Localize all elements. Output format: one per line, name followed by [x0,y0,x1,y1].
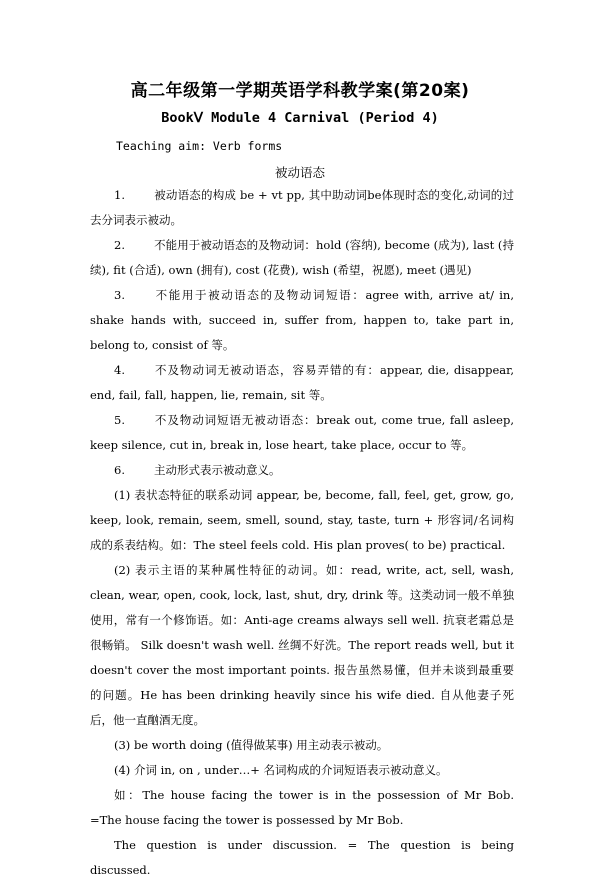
item-number: 3. [114,288,125,302]
paragraph: 如：The house facing the tower is in the possession of Mr Bob. =The house facing the tower is possessed by Mr Bob. [90,788,514,827]
item-text: 不能用于被动语态的及物动词：hold (容纳), become (成为), last (持续), fit (合适), own (拥有), cost (花费), wish (希望，祝愿), meet (遇见) [90,238,514,277]
list-item [90,183,514,233]
item-text: 不及物动词短语无被动语态：break out, come true, fall asleep, keep silence, cut in, break in, lose heart, take place, occur to 等。 [90,413,514,452]
paragraph: (4) 介词 in, on , under…+ 名词构成的介词短语表示被动意义。 [114,763,448,777]
item-number: 4. [114,363,125,377]
paragraph: (2) 表示主语的某种属性特征的动词。如：read, write, act, sell, wash, clean, wear, open, cook, lock, last, shut, dry, drink 等。这类动词一般不单独使用，常有一个修饰语。如：Anti-age creams always sell well. 抗衰老霜总是很畅销。 Silk doesn't wash well. 丝绸不好洗。The report reads well, but it doesn't cover the most important points. 报告虽然易懂，但并未谈到最重要的问题。He has been drinking heavily since his wife died. 自从他妻子死后，他一直酗酒无度。 [90,563,514,727]
item-text: 不能用于被动语态的及物动词短语：agree with, arrive at/ in, shake hands with, succeed in, suffer from, happen to, take part in, belong to, consist of 等。 [90,288,514,352]
item-text: 被动语态的构成 be + vt pp, 其中助动词be体现时态的变化,动词的过去分词表示被动。 [90,188,514,227]
list-item [90,458,514,483]
item-text: 不及物动词无被动语态，容易弄错的有：appear, die, disappear, end, fail, fall, happen, lie, remain, sit 等。 [90,363,514,402]
document-title: 高二年级第一学期英语学科教学案(第20案) [130,81,470,101]
teaching-aim: Teaching aim: Verb forms [116,139,283,153]
item-number: 1. [114,188,125,202]
item-text: 主动形式表示被动意义。 [154,463,281,477]
paragraph: The question is under discussion. = The question is being discussed. [90,838,514,877]
paragraph: (3) be worth doing (值得做某事) 用主动表示被动。 [114,738,389,752]
item-number: 2. [114,238,125,252]
paragraph: (1) 表状态特征的联系动词 appear, be, become, fall, feel, get, grow, go, keep, look, remain, seem, smell, sound, stay, taste, turn + 形容词/名词构成的系表结构。如：The steel feels cold. His plan proves( to be) practical. [90,488,514,552]
list-item [90,408,514,458]
list-item [90,233,514,283]
list-item [90,358,514,408]
document-subtitle: BookⅤ Module 4 Carnival (Period 4) [161,110,439,126]
item-number: 6. [114,463,125,477]
document-body [90,183,514,883]
item-number: 5. [114,413,125,427]
list-item [90,283,514,358]
section-heading: 被动语态 [274,165,325,180]
